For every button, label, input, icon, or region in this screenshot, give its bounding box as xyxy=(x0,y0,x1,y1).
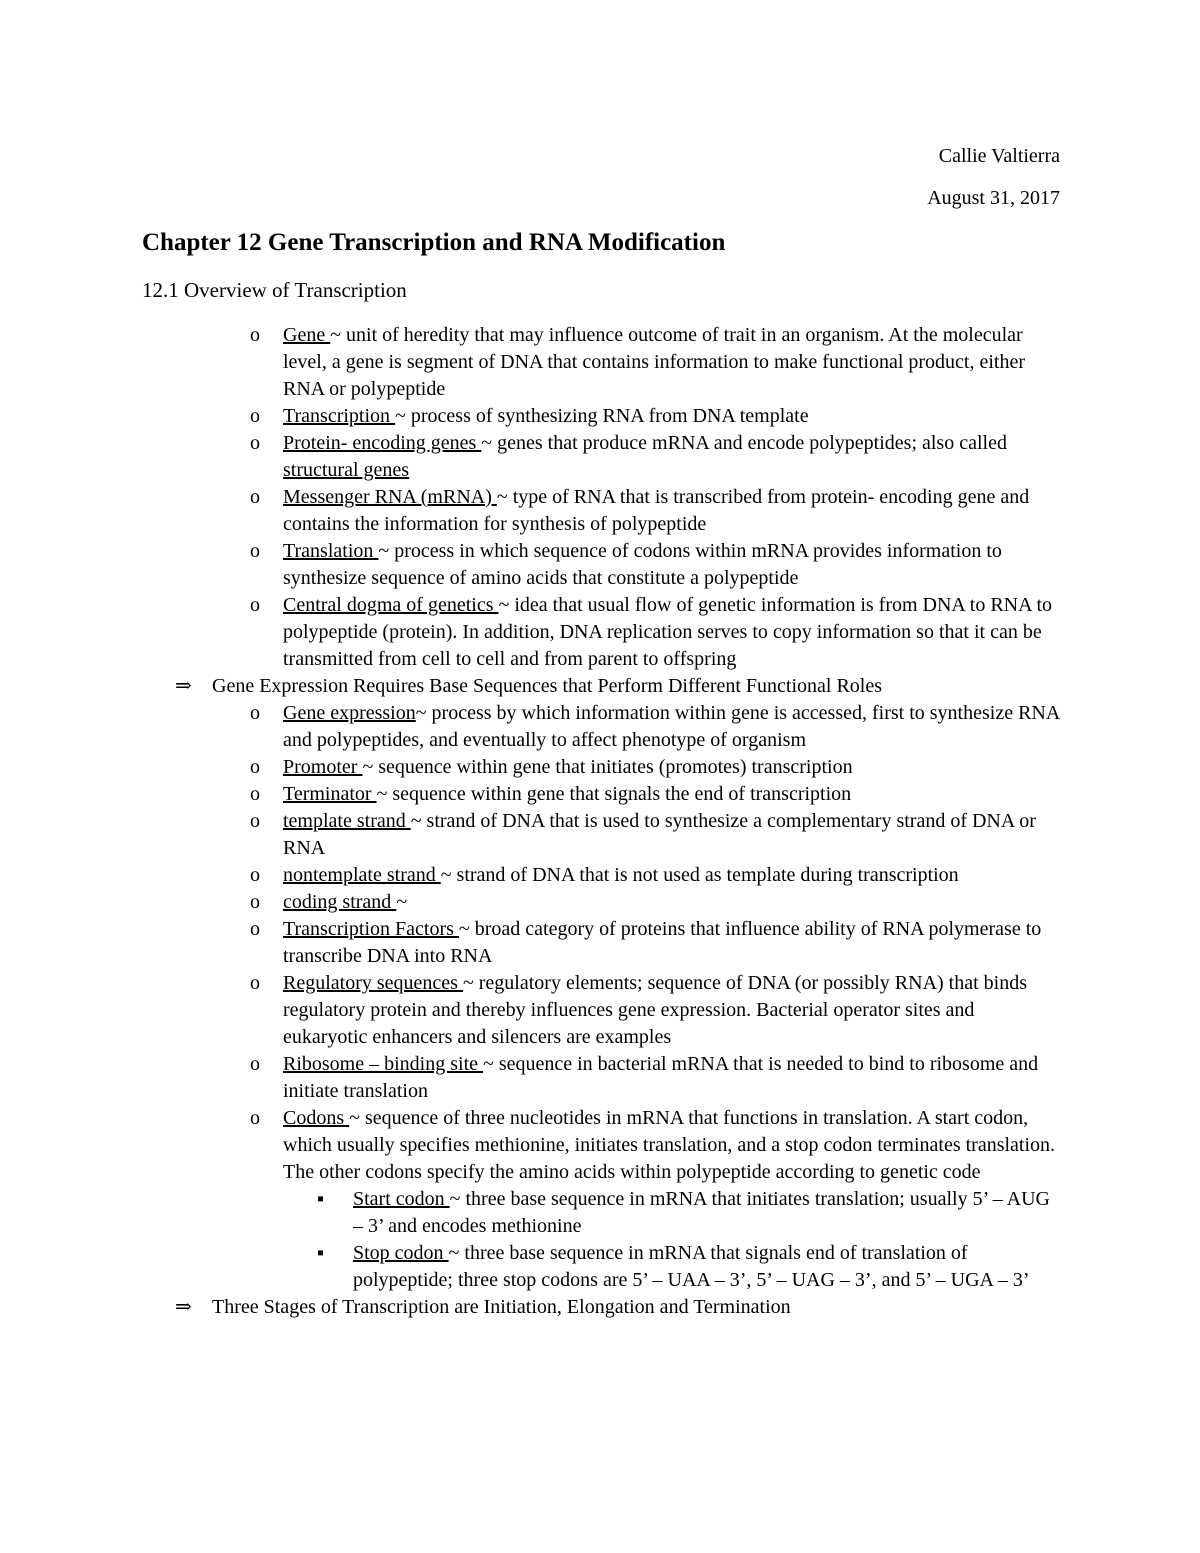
definition: ~ process in which sequence of codons within mRNA provides information to synthesize sequence of amino acids that constitute a polypeptide xyxy=(283,540,1002,589)
definition: ~ three base sequence in mRNA that signals end of translation of polypeptide; three stop codons are 5’ – UAA – 3’, 5’ – UAG – 3’, and 5’ – UGA – 3’ xyxy=(353,1242,1030,1291)
definition: ~ sequence in bacterial mRNA that is needed to bind to ribosome and initiate translation xyxy=(283,1053,1039,1102)
list-item xyxy=(283,430,1063,484)
definition: ~ three base sequence in mRNA that initiates translation; usually 5’ – AUG – 3’ and encodes methionine xyxy=(353,1188,1050,1237)
definition: ~ unit of heredity that may influence outcome of trait in an organism. At the molecular level, a gene is segment of DNA that contains information to make functional product, either RNA or polypeptide xyxy=(283,324,1026,400)
definition-list-overview xyxy=(0,322,1200,673)
term: Terminator xyxy=(283,783,377,805)
term: Translation xyxy=(283,540,379,562)
term: template strand xyxy=(283,810,411,832)
term: structural genes xyxy=(283,459,410,481)
term: Promoter xyxy=(283,756,363,778)
author-name: Callie Valtierra xyxy=(938,145,1060,167)
term: nontemplate strand xyxy=(283,864,441,886)
list-item xyxy=(283,889,1063,916)
list-item xyxy=(353,1240,1063,1294)
definition: ~ process of synthesizing RNA from DNA template xyxy=(395,405,809,427)
definition: ~ regulatory elements; sequence of DNA (or possibly RNA) that binds regulatory protein and thereby influences gene expression. Bacterial operator sites and eukaryotic enhancers and silencers are examples xyxy=(283,972,1027,1048)
term: Stop codon xyxy=(353,1242,449,1264)
list-item xyxy=(353,1186,1063,1240)
definition: ~ broad category of proteins that influence ability of RNA polymerase to transcribe DNA into RNA xyxy=(283,918,1042,967)
term: Codons xyxy=(283,1107,350,1129)
definition: ~ idea that usual flow of genetic information is from DNA to RNA to polypeptide (protein). In addition, DNA replication serves to copy information so that it can be transmitted from cell to cell and from parent to offspring xyxy=(283,594,1053,670)
definition: ~ type of RNA that is transcribed from protein- encoding gene and contains the information for synthesis of polypeptide xyxy=(283,486,1030,535)
definition: ~ sequence of three nucleotides in mRNA that functions in translation. A start codon, which usually specifies methionine, initiates translation, and a stop codon terminates translation. The other codons specify the amino acids within polypeptide according to genetic code xyxy=(283,1107,1056,1183)
list-item xyxy=(283,781,1063,808)
definition: ~ sequence within gene that initiates (promotes) transcription xyxy=(362,756,853,778)
list-item xyxy=(283,322,1063,403)
list-item xyxy=(283,592,1063,673)
section-heading: 12.1 Overview of Transcription xyxy=(142,278,407,302)
list-item xyxy=(283,403,1063,430)
definition: ~ process by which information within gene is accessed, first to synthesize RNA and polypeptides, and eventually to affect phenotype of organism xyxy=(283,702,1060,751)
term: Start codon xyxy=(353,1188,450,1210)
definition: ~ xyxy=(396,891,408,913)
definition: ~ sequence within gene that signals the end of transcription xyxy=(376,783,852,805)
codon-sublist xyxy=(0,1186,1200,1294)
term: Ribosome – binding site xyxy=(283,1053,483,1075)
notes-content xyxy=(0,322,1200,1321)
term: coding strand xyxy=(283,891,397,913)
list-item xyxy=(283,916,1063,970)
arrow-heading-stages: ⇒ Three Stages of Transcription are Initiation, Elongation and Termination xyxy=(212,1294,1200,1321)
list-item xyxy=(283,538,1063,592)
definition: ~ strand of DNA that is used to synthesize a complementary strand of DNA or RNA xyxy=(283,810,1036,859)
term: Gene expression xyxy=(283,702,416,724)
term: Central dogma of genetics xyxy=(283,594,499,616)
definition-list-gene-expression xyxy=(0,700,1200,1186)
list-item xyxy=(283,808,1063,862)
list-item xyxy=(283,754,1063,781)
definition: ~ strand of DNA that is not used as template during transcription xyxy=(440,864,959,886)
term: Transcription xyxy=(283,405,396,427)
term: Regulatory sequences xyxy=(283,972,463,994)
definition: ~ genes that produce mRNA and encode polypeptides; also called xyxy=(481,432,1007,454)
page-title: Chapter 12 Gene Transcription and RNA Modification xyxy=(142,229,726,256)
term: Gene xyxy=(283,324,331,346)
arrow-heading-gene-expression: ⇒ Gene Expression Requires Base Sequences that Perform Different Functional Roles xyxy=(212,673,1200,700)
list-item xyxy=(283,700,1063,754)
list-item xyxy=(283,1051,1063,1105)
document-date: August 31, 2017 xyxy=(927,187,1060,209)
term: Transcription Factors xyxy=(283,918,459,940)
list-item xyxy=(283,970,1063,1051)
list-item xyxy=(283,484,1063,538)
list-item xyxy=(283,862,1063,889)
term: Protein- encoding genes xyxy=(283,432,482,454)
list-item xyxy=(283,1105,1063,1186)
term: Messenger RNA (mRNA) xyxy=(283,486,497,508)
